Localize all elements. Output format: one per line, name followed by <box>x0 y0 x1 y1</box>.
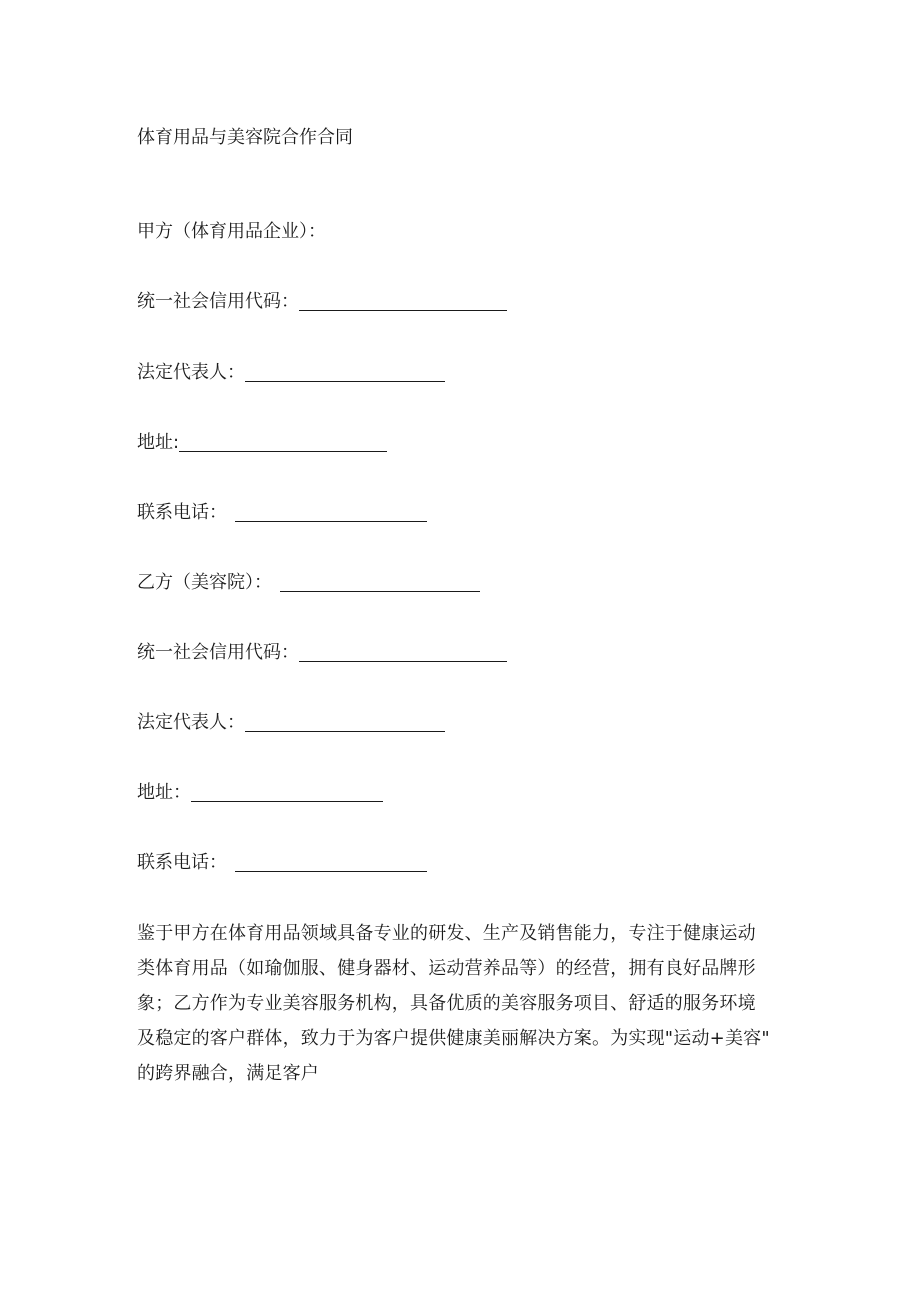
party-a-legal-rep-field <box>137 361 445 385</box>
party-a-phone-label: 联系电话： <box>137 502 227 523</box>
recital-line: 的跨界融合，满足客户 <box>137 1063 319 1084</box>
party-b-legal-rep-blank <box>245 711 445 732</box>
party-a-legal-rep-label: 法定代表人： <box>137 362 245 383</box>
party-a-legal-rep-blank <box>245 361 445 382</box>
party-b-heading-field <box>137 571 480 595</box>
party-b-credit-code-field <box>137 641 507 665</box>
party-b-address-label: 地址： <box>137 782 191 803</box>
recital-line: 鉴于甲方在体育用品领域具备专业的研发、生产及销售能力，专注于健康运动 <box>137 923 756 944</box>
party-a-address-field <box>137 431 387 455</box>
document-title: 体育用品与美容院合作合同 <box>137 127 353 148</box>
party-a-credit-code-blank <box>299 290 507 311</box>
party-a-credit-code-label: 统一社会信用代码： <box>137 291 299 312</box>
party-a-heading <box>137 220 326 244</box>
party-a-credit-code-field <box>137 290 507 314</box>
party-b-name-blank <box>280 571 480 592</box>
recital-paragraph <box>137 916 777 1091</box>
party-b-address-field <box>137 781 383 805</box>
party-b-phone-field <box>137 851 427 875</box>
party-b-credit-code-label: 统一社会信用代码： <box>137 642 299 663</box>
party-a-heading-label: 甲方（体育用品企业）： <box>137 221 326 242</box>
party-a-address-blank <box>179 431 387 452</box>
recital-line: 象；乙方作为专业美容服务机构，具备优质的美容服务项目、舒适的服务环境 <box>137 993 756 1014</box>
party-b-legal-rep-label: 法定代表人： <box>137 712 245 733</box>
recital-line: 及稳定的客户群体，致力于为客户提供健康美丽解决方案。为实现"运动+美容" <box>137 1028 770 1049</box>
party-a-phone-blank <box>235 501 427 522</box>
party-b-phone-blank <box>235 851 427 872</box>
recital-line: 类体育用品（如瑜伽服、健身器材、运动营养品等）的经营，拥有良好品牌形 <box>137 958 756 979</box>
party-b-heading-label: 乙方（美容院）： <box>137 572 272 593</box>
party-b-credit-code-blank <box>299 641 507 662</box>
party-b-phone-label: 联系电话： <box>137 852 227 873</box>
party-b-legal-rep-field <box>137 711 445 735</box>
party-a-address-label: 地址: <box>137 432 180 453</box>
party-a-phone-field <box>137 501 427 525</box>
party-b-address-blank <box>191 781 383 802</box>
